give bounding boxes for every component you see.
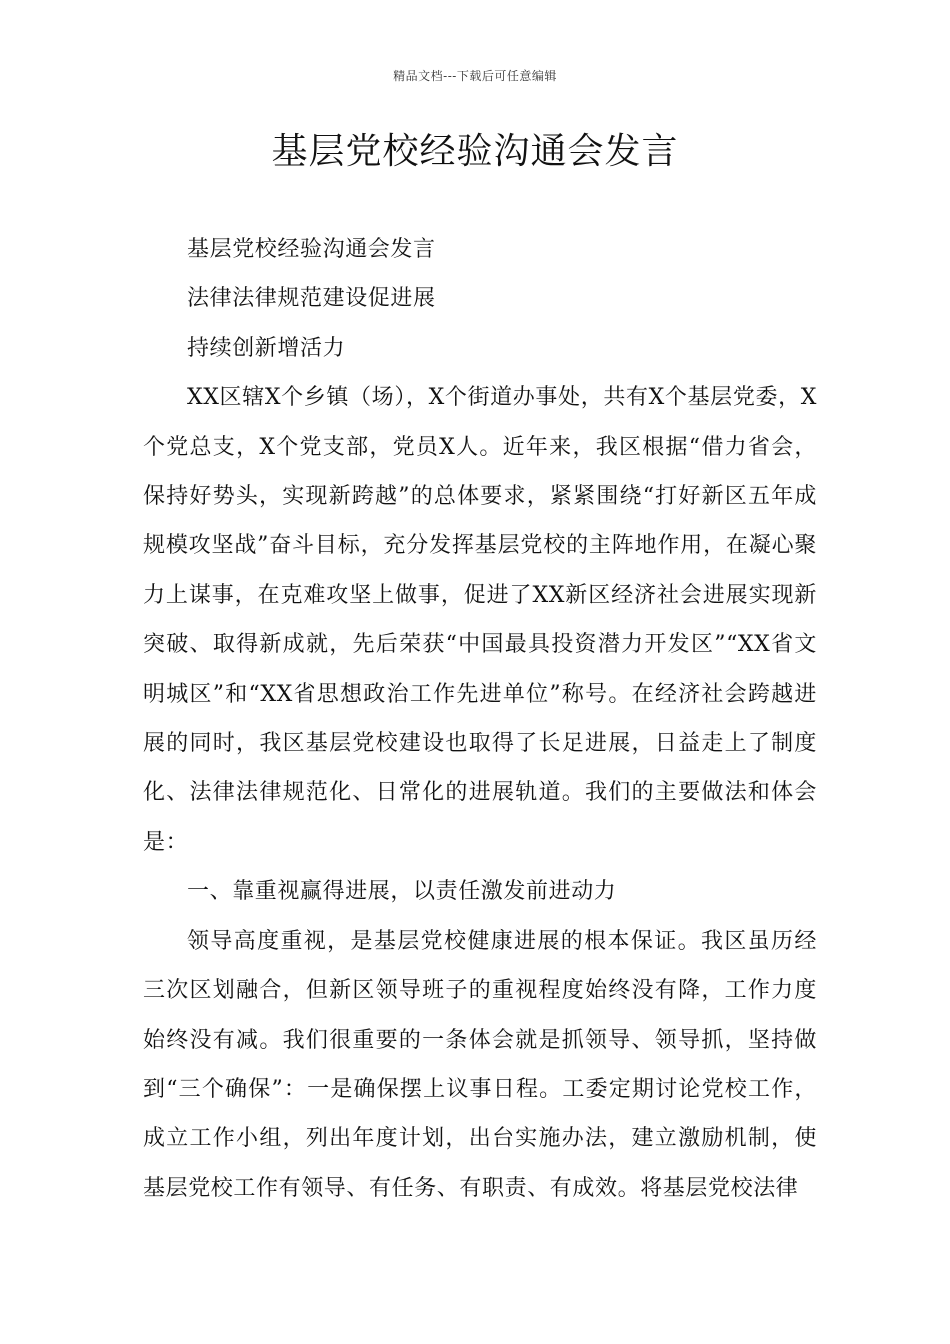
document-title: 基层党校经验沟通会发言 — [271, 131, 679, 172]
header-note: 精品文档---下载后可任意编辑 — [393, 69, 557, 83]
paragraph-heading-law: 法律法律规范建设促进展 — [187, 286, 436, 312]
paragraph-section-one-body: 领导高度重视，是基层党校健康进展的根本保证。我区虽历经三次区划融合，但新区领导班子的重视程度始终没有降，工作力度始终没有减。我们很重要的一条体会就是抓领导、领导抓，坚持做到“三个确保”：一是确保摆上议事日程。工委定期讨论党校工作，成立工作小组，列出年度计划，出台实施办法，建立激励机制，使基层党校工作有领导、有任务、有职责、有成效。将基层党校法律 — [143, 928, 817, 1201]
paragraph-intro: XX区辖X个乡镇（场），X个街道办事处，共有X个基层党委，X个党总支，X个党支部，党员X人。近年来，我区根据“借力省会，保持好势头，实现新跨越”的总体要求，紧紧围绕“打好新区五年成规模攻坚战”奋斗目标，充分发挥基层党校的主阵地作用，在凝心聚力上谋事，在克难攻坚上做事，促进了XX新区经济社会进展实现新突破、取得新成就，先后荣获“中国最具投资潜力开发区”“XX省文明城区”和“XX省思想政治工作先进单位”称号。在经济社会跨越进展的同时，我区基层党校建设也取得了长足进展，日益走上了制度化、法律法律规范化、日常化的进展轨道。我们的主要做法和体会是： — [143, 385, 817, 855]
document-body — [143, 225, 817, 1213]
paragraph-section-one-heading: 一、靠重视赢得进展，以责任激发前进动力 — [187, 879, 617, 905]
paragraph-subtitle: 基层党校经验沟通会发言 — [187, 237, 436, 262]
paragraph-heading-innovation: 持续创新增活力 — [187, 335, 346, 361]
